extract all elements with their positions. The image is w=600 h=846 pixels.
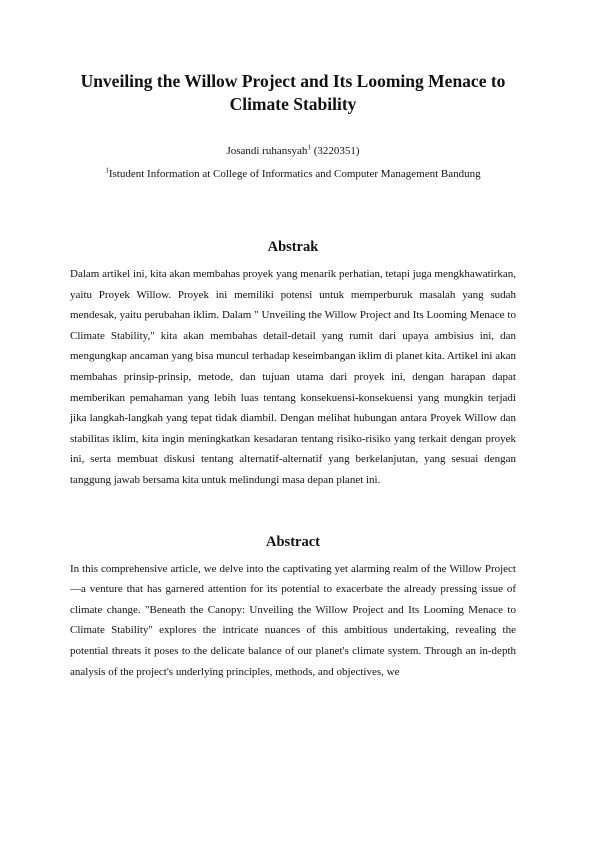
author-name: Josandi ruhansyah: [226, 145, 308, 157]
abstract-paragraph: In this comprehensive article, we delve into the captivating yet alarming realm of the Willow Project—a venture that has garnered attention for its potential to exacerbate the already pressing issue of climate change. "Beneath the Canopy: Unveiling the Willow Project and Its Looming Menace to Climate Stability" explores the intricate nuances of this ambitious undertaking, revealing the potential threats it poses to the delicate balance of our planet's climate system. Through an in-depth analysis of the project's underlying principles, methods, and objectives, we: [70, 562, 516, 678]
abstrak-paragraph: Dalam artikel ini, kita akan membahas proyek yang menarik perhatian, tetapi juga mengkhawatirkan, yaitu Proyek Willow. Proyek ini memiliki potensi untuk memperburuk masalah yang sudah mendesak, yaitu perubahan iklim. Dalam " Unveiling the Willow Project and Its Looming Menace to Climate Stability," kita akan membahas detail-detail yang rumit dari upaya ambisius ini, dan mengungkap ancaman yang bisa muncul terhadap keseimbangan iklim di planet kita. Artikel ini akan membahas prinsip-prinsip, metode, dan tujuan utama dari proyek ini, dengan harapan dapat memberikan pemahaman yang lebih luas tentang konsekuensi-konsekuensi yang mungkin terjadi jika langkah-langkah yang tepat tidak diambil. Dengan melihat hubungan antara Proyek Willow dan stabilitas iklim, kita ingin meningkatkan kesadaran tentang risiko-risiko yang terkait dengan proyek ini, serta membuat diskusi tentang alternatif-alternatif yang berkelanjutan, yang sesuai dengan tanggung jawab bersama kita untuk melindungi masa depan planet ini.: [70, 268, 516, 486]
abstrak-heading: Abstrak: [267, 239, 319, 255]
document-page: [0, 70, 600, 846]
paper-title: [70, 70, 516, 116]
author-line: [70, 144, 516, 159]
paper-title-line-2: Climate Stability: [229, 94, 357, 114]
author-id: (3220351): [310, 145, 360, 157]
paper-title-line-1: Unveiling the Willow Project and Its Looming Menace to: [80, 71, 506, 91]
abstract-heading: Abstract: [266, 533, 320, 550]
affiliation-text: Istudent Information at College of Informatics and Computer Management Bandung: [108, 168, 481, 180]
author-superscript: 1: [307, 143, 311, 152]
affiliation-superscript: 1: [105, 166, 109, 175]
affiliation-line: [70, 167, 516, 182]
